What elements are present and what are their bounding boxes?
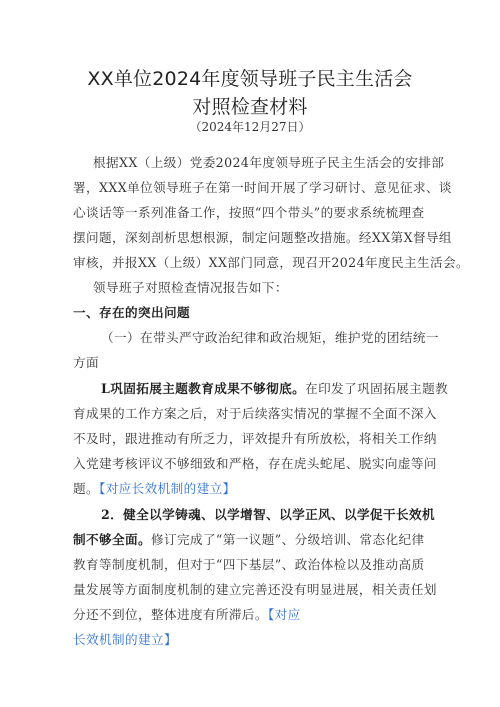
item1-line5 xyxy=(73,481,236,497)
item2-mechanism-link-part1[interactable]: 【对应 xyxy=(267,607,301,622)
item2-bold-line1: 2．健全以学铸魂、以学增智、以学正风、以学促干长效机 xyxy=(101,507,436,522)
item1-bold-lead: L巩固拓展主题教育成果不够彻底。 xyxy=(101,381,306,396)
item2-line3: 教育等制度机制，但对于“四下基层”、政治体检以及推动高质 xyxy=(73,557,425,572)
item1-line4: 入党建考核评议不够细致和严格，存在虎头蛇尾、脱实向虚等问 xyxy=(73,456,437,471)
item2-line2-rest: 修订完成了“第一议题”、分级培训、常态化纪律 xyxy=(150,532,425,547)
document-date: （2024年12月27日） xyxy=(189,120,311,134)
item1-last-prefix: 题。 xyxy=(73,481,99,496)
intro-line-1: 根据XX（上级）党委2024年度领导班子民主生活会的安排部 xyxy=(93,155,445,170)
intro-line-3: 心谈话等一系列准备工作，按照“四个带头”的要求系统梳理查 xyxy=(73,205,425,220)
intro-closing: 领导班子对照检查情况报告如下： xyxy=(93,280,288,295)
intro-line-2: 署，XXX单位领导班子在第一时间开展了学习研讨、意见征求、谈 xyxy=(73,180,452,195)
intro-line-5: 审核，并报XX（上级）XX部门同意，现召开2024年度民主生活会。 xyxy=(73,255,469,270)
item2-bold-lead: 制不够全面。 xyxy=(73,532,151,547)
section-heading: 一、存在的突出问题 xyxy=(73,305,190,320)
item2-line4: 量发展等方面制度机制的建立完善还没有明显进展，相关责任划 xyxy=(73,582,437,597)
subsection-heading-line2: 方面 xyxy=(73,355,99,370)
item1-line1-rest: 在印发了巩固拓展主题教 xyxy=(305,381,449,396)
item1-line1 xyxy=(101,381,448,397)
intro-line-4: 摆问题，深刻剖析思想根源，制定问题整改措施。经XX第X督导组 xyxy=(73,230,452,245)
item2-line5 xyxy=(73,607,301,623)
subsection-heading-line1: （一）在带头严守政治纪律和政治规矩，维护党的团结统一 xyxy=(101,330,439,345)
item1-line2: 育成果的工作方案之后，对于后续落实情况的掌握不全面不深入 xyxy=(73,406,437,421)
item1-line3: 不及时，跟进推动有所乏力，评效提升有所放松，将相关工作纳 xyxy=(73,431,437,446)
item2-mechanism-link-part2[interactable]: 长效机制的建立】 xyxy=(73,632,177,647)
document-title-line2: 对照检查材料 xyxy=(192,96,308,118)
document-title-line1: XX单位2024年度领导班子民主生活会 xyxy=(87,68,413,90)
item1-mechanism-link[interactable]: 【对应长效机制的建立】 xyxy=(99,481,236,496)
item2-line2 xyxy=(73,532,425,548)
item2-last-text: 分还不到位，整体进度有所滞后。 xyxy=(73,607,268,622)
